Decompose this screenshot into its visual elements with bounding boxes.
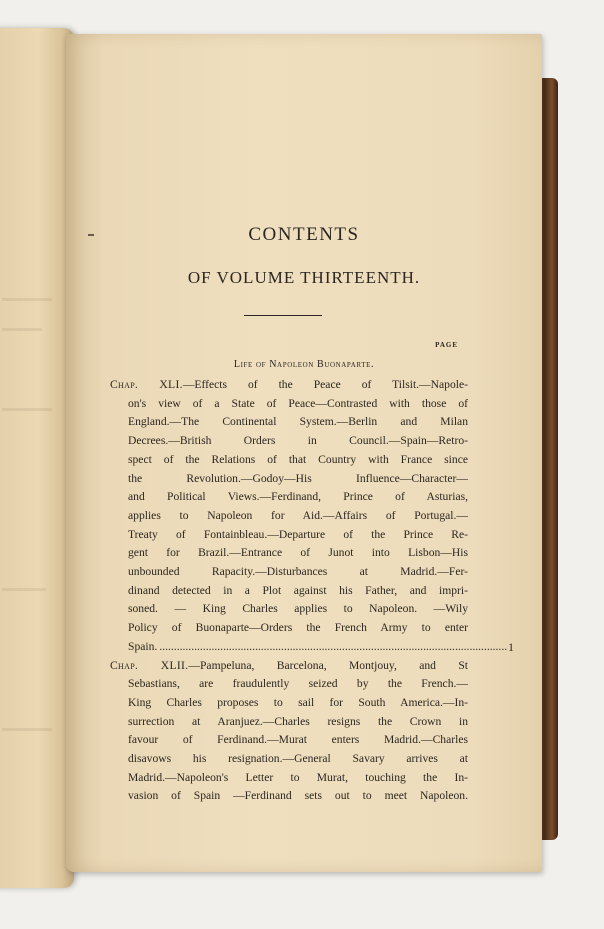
page-number: 1 (508, 639, 514, 654)
entry-line: Policy of Buonaparte—Orders the French Army to enter (128, 621, 468, 635)
entry-line: vasion of Spain —Ferdinand sets out to meet Napoleon. (128, 789, 468, 803)
page-subtitle: OF VOLUME THIRTEENTH. (187, 268, 421, 287)
entry-line: and Political Views.—Ferdinand, Prince of Asturias, (128, 490, 468, 504)
entry-line (110, 376, 468, 395)
entry-line (110, 657, 468, 676)
entry-line: unbounded Rapacity.—Disturbances at Madrid.—Fer- (128, 565, 468, 579)
entry-line: spect of the Relations of that Country with France since (128, 452, 468, 466)
page-column-label: PAGE (435, 341, 458, 349)
entry-line: surrection at Aranjuez.—Charles resigns the Crown in (128, 714, 468, 728)
ghost-text (2, 728, 52, 731)
ghost-text (2, 298, 52, 301)
entry-line: Decrees.—British Orders in Council.—Spain—Retro- (128, 434, 468, 448)
entry-text: Spain. (128, 639, 158, 653)
chapter-label: Chap. XLII. (110, 658, 189, 672)
chapter-label: Chap. XLI. (110, 378, 183, 391)
entry-line: applies to Napoleon for Aid.—Affairs of Portugal.— (128, 508, 468, 522)
ghost-text (2, 328, 42, 331)
entry-line: dinand detected in a Plot against his Father, and impri- (128, 583, 468, 597)
entry-line: Sebastians, are fraudulently seized by the French.— (128, 677, 468, 691)
leader-dots: ........................................................................................................................ (159, 639, 508, 653)
entry-line: England.—The Continental System.—Berlin and Milan (128, 415, 468, 429)
entry-line: on's view of a State of Peace—Contrasted with those of (128, 396, 468, 410)
entry-line: gent for Brazil.—Entrance of Junot into Lisbon—His (128, 546, 468, 560)
contents-entry (110, 657, 468, 807)
entry-text: —Pampeluna, Barcelona, Montjouy, and St (188, 658, 468, 672)
entry-line: the Revolution.—Godoy—His Influence—Character— (128, 471, 468, 485)
entry-line: King Charles proposes to sail for South America.—In- (128, 695, 468, 709)
entry-line: favour of Ferdinand.—Murat enters Madrid.—Charles (128, 733, 468, 747)
section-title: Life of Napoleon Buonaparte. (233, 359, 375, 370)
entry-line: disavows his resignation.—General Savary arrives at (128, 752, 468, 766)
contents-entry (110, 376, 514, 657)
contents-entries (110, 376, 514, 806)
ghost-text (2, 588, 46, 591)
entry-line: Madrid.—Napoleon's Letter to Murat, touching the In- (128, 770, 468, 784)
entry-last-line (110, 638, 514, 657)
title-rule (244, 315, 322, 316)
entry-line: soned. — King Charles applies to Napoleon. —Wily (128, 602, 468, 616)
left-page-edge (0, 28, 74, 888)
entry-line: Treaty of Fontainbleau.—Departure of the Prince Re- (128, 527, 468, 541)
contents-page (66, 34, 542, 872)
ghost-text (2, 408, 52, 411)
page-title: CONTENTS (248, 224, 360, 245)
entry-text: —Effects of the Peace of Tilsit.—Napole- (182, 378, 468, 391)
